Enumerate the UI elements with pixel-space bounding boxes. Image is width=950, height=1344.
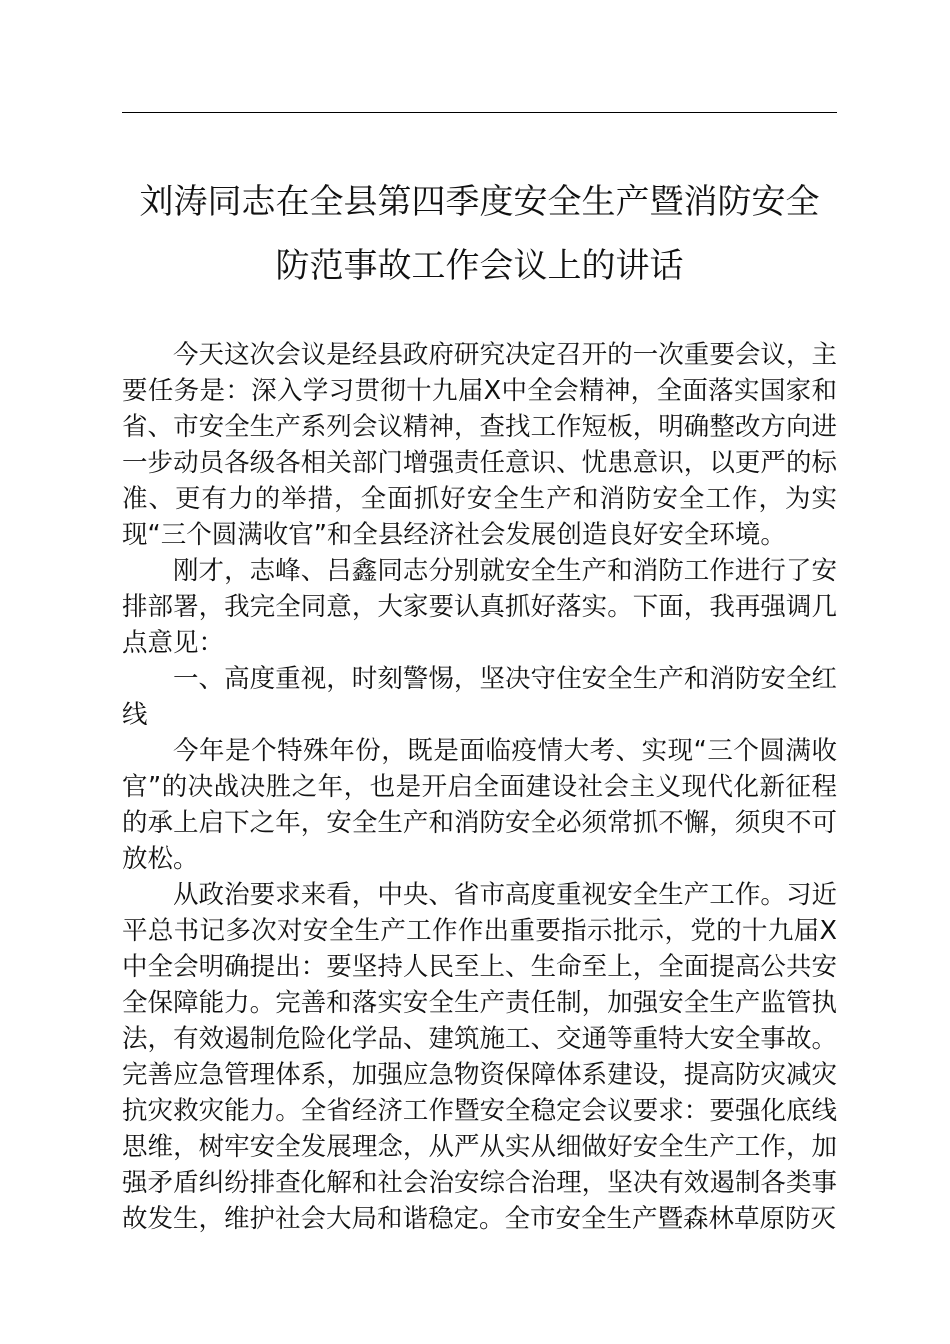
document-body — [122, 337, 837, 1237]
document-title — [122, 170, 837, 298]
title-line-1: 刘涛同志在全县第四季度安全生产暨消防安全 — [139, 182, 820, 222]
paragraph-special-year: 今年是个特殊年份，既是面临疫情大考、实现“三个圆满收官”的决战决胜之年，也是开启全面建设社会主义现代化新征程的承上启下之年，安全生产和消防安全必须常抓不懈，须臾不可放松。 — [122, 736, 837, 874]
paragraph-political-requirements: 从政治要求来看，中央、省市高度重视安全生产工作。习近平总书记多次对安全生产工作作出重要指示批示，党的十九届X中全会明确提出：要坚持人民至上、生命至上，全面提高公共安全保障能力。完善和落实安全生产责任制，加强安全生产监管执法，有效遏制危险化学品、建筑施工、交通等重特大安全事故。完善应急管理体系，加强应急物资保障体系建设，提高防灾减灾抗灾救灾能力。全省经济工作暨安全稳定会议要求：要强化底线思维，树牢安全发展理念，从严从实从细做好安全生产工作，加强矛盾纠纷排查化解和社会治安综合治理，坚决有效遏制各类事故发生，维护社会大局和谐稳定。全市安全生产暨森林草原防灭 — [122, 880, 837, 1234]
paragraph-arrangement: 刚才，志峰、吕鑫同志分别就安全生产和消防工作进行了安排部署，我完全同意，大家要认真抓好落实。下面，我再强调几点意见： — [122, 556, 837, 658]
section-heading-1: 一、高度重视，时刻警惕，坚决守住安全生产和消防安全红线 — [122, 664, 837, 730]
title-line-2: 防范事故工作会议上的讲话 — [275, 246, 684, 286]
header-rule — [122, 112, 837, 113]
paragraph-intro: 今天这次会议是经县政府研究决定召开的一次重要会议，主要任务是：深入学习贯彻十九届X中全会精神，全面落实国家和省、市安全生产系列会议精神，查找工作短板，明确整改方向进一步动员各级各相关部门增强责任意识、忧患意识，以更严的标准、更有力的举措，全面抓好安全生产和消防安全工作，为实现“三个圆满收官”和全县经济社会发展创造良好安全环境。 — [122, 340, 837, 550]
